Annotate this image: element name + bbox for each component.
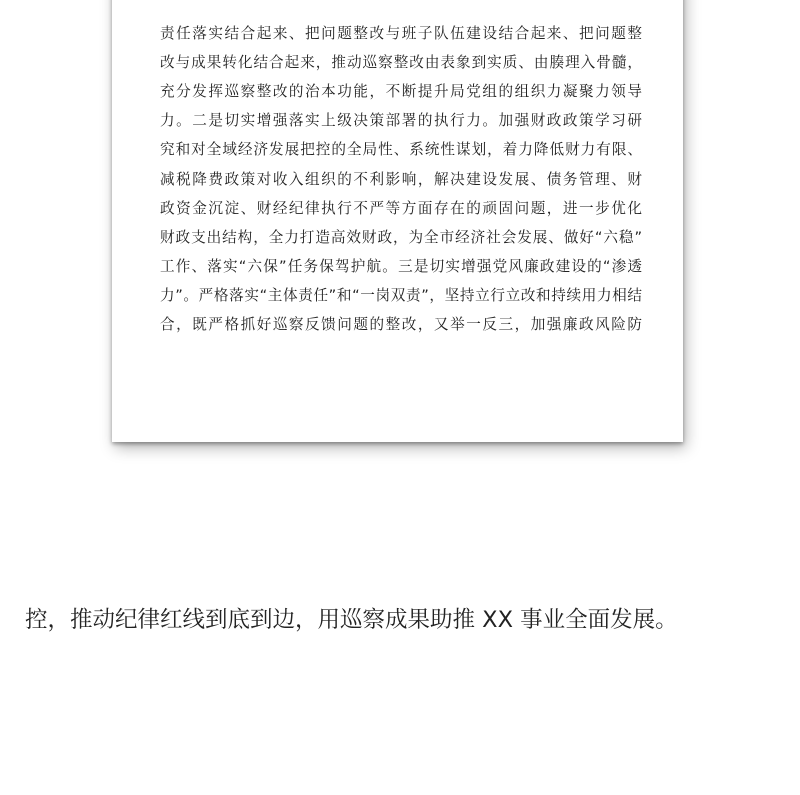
text-line: 究和对全域经济发展把控的全局性、系统性谋划，着力降低财力有限、	[160, 141, 642, 159]
text-line: 责任落实结合起来、把问题整改与班子队伍建设结合起来、把问题整	[160, 25, 642, 43]
text-line: 减税降费政策对收入组织的不利影响，解决建设发展、债务管理、财	[160, 170, 642, 188]
page-body-text	[160, 0, 642, 339]
text-line: 力。二是切实增强落实上级决策部署的执行力。加强财政政策学习研	[160, 112, 642, 130]
text-line: 工作、落实“六保”任务保驾护航。三是切实增强党风廉政建设的“渗透	[160, 257, 642, 275]
text-line: 改与成果转化结合起来，推动巡察整改由表象到实质、由腠理入骨髓，	[160, 54, 642, 72]
text-line: 力”。严格落实“主体责任”和“一岗双责”，坚持立行立改和持续用力相结	[160, 286, 642, 304]
text-line: 合，既严格抓好巡察反馈问题的整改，又举一反三，加强廉政风险防	[160, 316, 642, 334]
text-line-partial-content	[160, 0, 642, 5]
text-line: 充分发挥巡察整改的治本功能，不断提升局党组的组织力凝聚力领导	[160, 83, 642, 101]
text-line: 财政支出结构，全力打造高效财政，为全市经济社会发展、做好“六稳”	[160, 228, 642, 246]
text-line-partial	[160, 0, 642, 19]
document-page	[112, 0, 683, 442]
continuation-text: 控，推动纪律红线到底到边，用巡察成果助推 XX 事业全面发展。	[25, 607, 678, 633]
text-line: 政资金沉淀、财经纪律执行不严等方面存在的顽固问题，进一步优化	[160, 199, 642, 217]
